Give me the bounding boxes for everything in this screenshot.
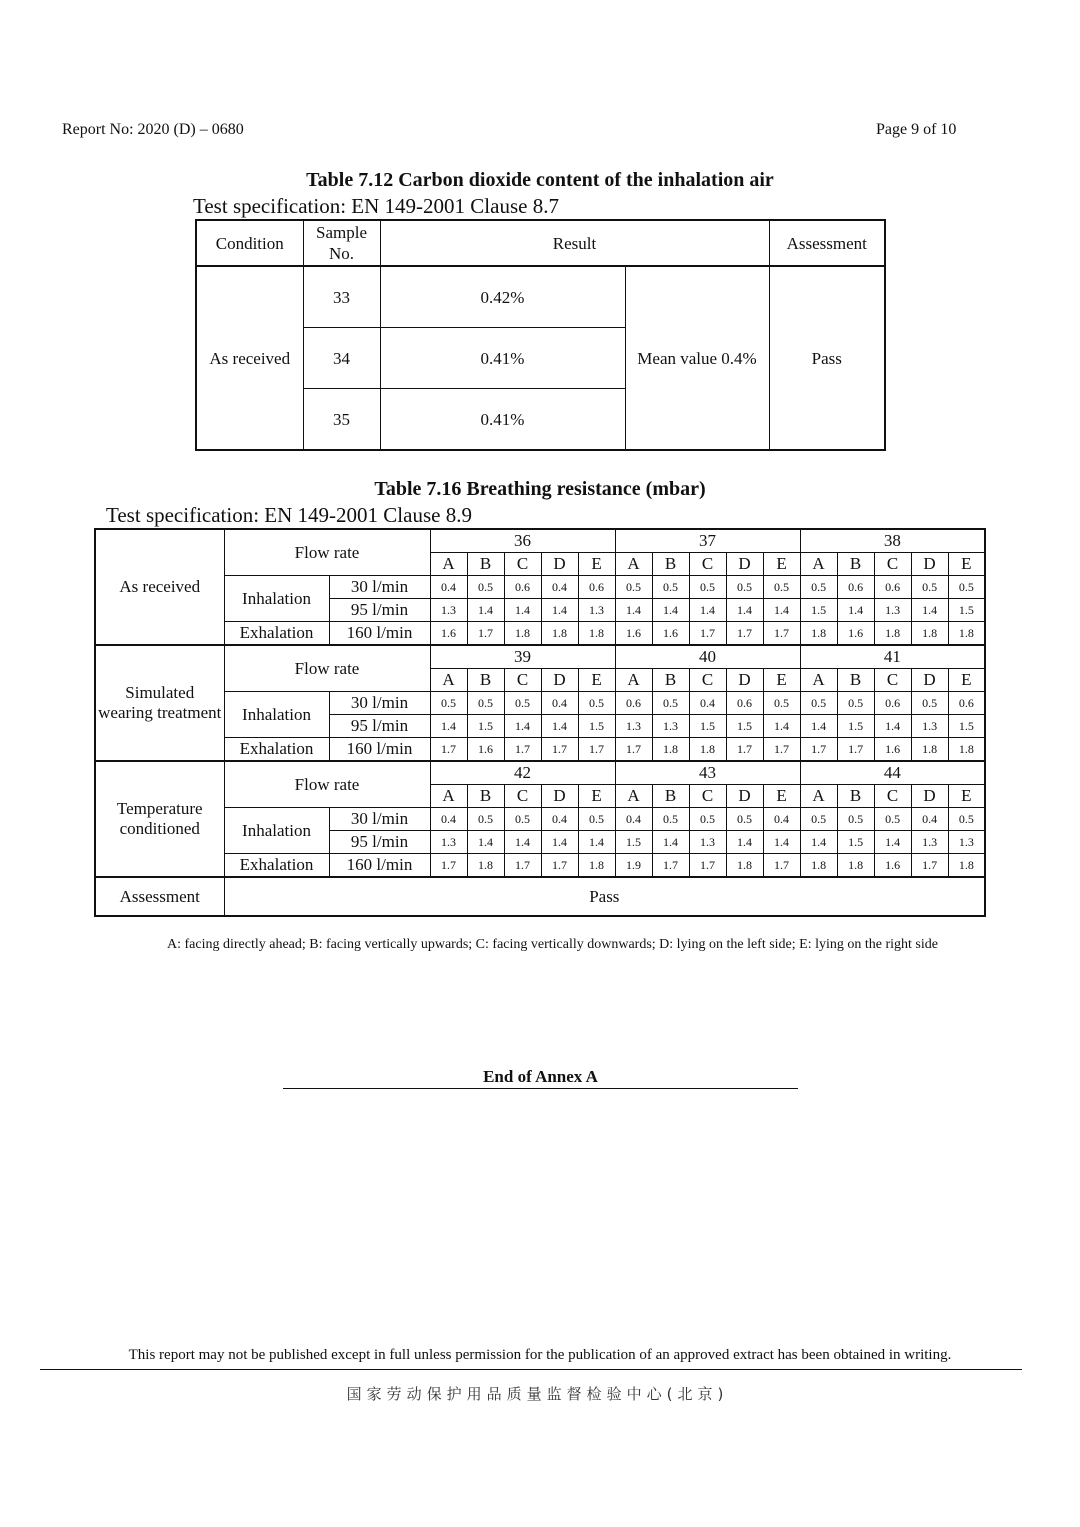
orientation-legend: A: facing directly ahead; B: facing vertically upwards; C: facing vertically downwards; D: lying on the left side; E: lying on the right side [167,937,938,952]
orientation-label: D [541,785,578,808]
resistance-value: 1.5 [578,715,615,738]
flow-rate-value: 160 l/min [329,622,430,646]
orientation-label: B [837,785,874,808]
orientation-label: A [430,553,467,576]
orientation-label: C [504,553,541,576]
orientation-label: A [800,785,837,808]
resistance-value: 1.5 [837,715,874,738]
orientation-label: B [652,785,689,808]
sample-number: 39 [430,645,615,669]
orientation-label: D [541,669,578,692]
orientation-label: E [578,785,615,808]
resistance-value: 0.5 [504,692,541,715]
inhalation-label: Inhalation [224,576,329,622]
sample-number: 44 [800,761,985,785]
assessment-result: Pass [224,877,985,916]
table-row [95,576,985,599]
resistance-value: 0.5 [652,692,689,715]
orientation-label: B [837,553,874,576]
resistance-value: 1.6 [615,622,652,646]
resistance-value: 1.4 [541,715,578,738]
resistance-value: 1.4 [800,715,837,738]
resistance-value: 0.5 [763,692,800,715]
orientation-label: B [652,553,689,576]
resistance-value: 0.5 [948,808,985,831]
resistance-value: 0.4 [689,692,726,715]
resistance-value: 1.8 [911,622,948,646]
resistance-value: 0.5 [467,576,504,599]
resistance-value: 1.7 [541,854,578,878]
table-row [196,266,885,328]
end-of-annex: End of Annex A [283,1067,798,1089]
resistance-value: 1.4 [504,715,541,738]
resistance-value: 0.5 [652,808,689,831]
resistance-value: 1.4 [726,599,763,622]
inhalation-label: Inhalation [224,692,329,738]
resistance-value: 1.3 [911,715,948,738]
orientation-label: C [689,785,726,808]
orientation-label: C [689,553,726,576]
orientation-label: A [430,669,467,692]
flow-rate-value: 30 l/min [329,576,430,599]
resistance-value: 1.8 [911,738,948,762]
mean-value-cell: Mean value 0.4% [625,266,769,450]
orientation-label: D [726,553,763,576]
resistance-value: 1.7 [652,854,689,878]
resistance-value: 1.7 [726,622,763,646]
resistance-value: 1.4 [689,599,726,622]
table-716-title: Table 7.16 Breathing resistance (mbar) [374,478,706,500]
resistance-value: 1.8 [837,854,874,878]
resistance-value: 1.7 [726,738,763,762]
resistance-value: 1.7 [763,854,800,878]
resistance-value: 1.4 [763,831,800,854]
resistance-value: 1.7 [541,738,578,762]
flow-rate-value: 160 l/min [329,854,430,878]
sample-number-row [95,761,985,785]
table-row [95,692,985,715]
sample-number: 37 [615,529,800,553]
resistance-value: 1.5 [689,715,726,738]
orientation-label: A [800,669,837,692]
sample-number: 36 [430,529,615,553]
resistance-value: 0.5 [578,808,615,831]
resistance-value: 1.4 [763,599,800,622]
resistance-value: 0.4 [541,576,578,599]
report-number: Report No: 2020 (D) – 0680 [62,121,244,138]
resistance-value: 1.8 [948,622,985,646]
resistance-value: 1.3 [911,831,948,854]
resistance-value: 0.6 [504,576,541,599]
header-assessment: Assessment [769,220,885,266]
resistance-value: 1.8 [578,622,615,646]
resistance-value: 1.8 [504,622,541,646]
resistance-value: 0.6 [874,576,911,599]
assessment-cell: Pass [769,266,885,450]
resistance-value: 1.8 [948,738,985,762]
flow-rate-value: 95 l/min [329,599,430,622]
resistance-value: 0.5 [911,692,948,715]
resistance-value: 0.6 [578,576,615,599]
resistance-value: 1.3 [615,715,652,738]
inhalation-label: Inhalation [224,808,329,854]
orientation-label: B [467,669,504,692]
table-716-spec: Test specification: EN 149-2001 Clause 8.9 [106,503,472,527]
resistance-value: 1.7 [504,854,541,878]
orientation-label: C [874,785,911,808]
resistance-value: 1.4 [874,715,911,738]
resistance-value: 1.4 [763,715,800,738]
resistance-value: 1.6 [874,854,911,878]
resistance-value: 1.9 [615,854,652,878]
resistance-value: 0.4 [763,808,800,831]
resistance-value: 1.8 [652,738,689,762]
orientation-label: A [615,669,652,692]
table-712-title: Table 7.12 Carbon dioxide content of the inhalation air [306,169,774,191]
table-header-row [196,220,885,266]
resistance-value: 1.4 [652,831,689,854]
resistance-value: 0.4 [911,808,948,831]
orientation-label: B [652,669,689,692]
table-row [95,808,985,831]
orientation-label: B [837,669,874,692]
orientation-label: B [467,553,504,576]
resistance-value: 1.7 [763,622,800,646]
resistance-value: 1.4 [430,715,467,738]
sample-number-row [95,529,985,553]
orientation-label: A [430,785,467,808]
resistance-value: 1.8 [948,854,985,878]
resistance-value: 1.8 [467,854,504,878]
resistance-value: 0.4 [541,808,578,831]
sample-number: 41 [800,645,985,669]
breathing-resistance-table [94,528,986,917]
resistance-value: 1.4 [726,831,763,854]
orientation-label: E [578,553,615,576]
resistance-value: 1.8 [874,622,911,646]
resistance-value: 0.4 [430,576,467,599]
resistance-value: 1.3 [430,831,467,854]
flow-rate-value: 95 l/min [329,831,430,854]
orientation-label: B [467,785,504,808]
resistance-value: 0.5 [467,808,504,831]
orientation-label: D [726,785,763,808]
table-row [95,738,985,762]
resistance-value: 1.7 [578,738,615,762]
orientation-label: C [874,669,911,692]
orientation-label: E [763,669,800,692]
resistance-value: 0.5 [689,576,726,599]
resistance-value: 1.6 [837,622,874,646]
orientation-label: A [615,785,652,808]
resistance-value: 0.5 [763,576,800,599]
header-result: Result [380,220,769,266]
resistance-value: 1.6 [652,622,689,646]
orientation-label: C [504,669,541,692]
sample-number-row [95,645,985,669]
resistance-value: 1.7 [800,738,837,762]
resistance-value: 1.4 [911,599,948,622]
footer-notice: This report may not be published except in full unless permission for the publication of an approved extract has been obtained in writing. [128,1347,952,1363]
table-712-spec: Test specification: EN 149-2001 Clause 8.7 [193,194,559,218]
resistance-value: 1.7 [689,622,726,646]
flow-rate-value: 160 l/min [329,738,430,762]
resistance-value: 0.5 [467,692,504,715]
resistance-value: 0.5 [874,808,911,831]
resistance-value: 1.8 [689,738,726,762]
resistance-value: 1.3 [430,599,467,622]
resistance-value: 1.5 [948,715,985,738]
orientation-label: E [578,669,615,692]
resistance-value: 0.4 [541,692,578,715]
resistance-value: 1.3 [652,715,689,738]
sample-number: 42 [430,761,615,785]
sample-number: 43 [615,761,800,785]
resistance-value: 0.5 [837,692,874,715]
resistance-value: 0.5 [652,576,689,599]
condition-cell: As received [196,266,303,450]
resistance-value: 1.5 [467,715,504,738]
resistance-value: 1.5 [726,715,763,738]
orientation-label: D [911,553,948,576]
table-row [95,854,985,878]
resistance-value: 1.8 [578,854,615,878]
sample-number: 40 [615,645,800,669]
resistance-value: 1.7 [430,854,467,878]
resistance-value: 0.5 [689,808,726,831]
resistance-value: 1.4 [467,599,504,622]
condition-cell: Simulated wearing treatment [95,645,224,761]
resistance-value: 1.3 [578,599,615,622]
resistance-value: 1.8 [726,854,763,878]
sample-cell: 35 [303,389,380,451]
orientation-label: C [504,785,541,808]
resistance-value: 1.4 [874,831,911,854]
resistance-value: 1.7 [911,854,948,878]
assessment-row [95,877,985,916]
orientation-label: D [911,669,948,692]
orientation-label: E [763,553,800,576]
sample-cell: 34 [303,328,380,389]
resistance-value: 1.4 [541,831,578,854]
resistance-value: 1.4 [837,599,874,622]
table-row [95,622,985,646]
orientation-label: E [948,785,985,808]
orientation-label: C [874,553,911,576]
resistance-value: 0.5 [800,808,837,831]
resistance-value: 1.4 [578,831,615,854]
resistance-value: 1.8 [541,622,578,646]
resistance-value: 1.8 [800,854,837,878]
result-cell: 0.41% [380,328,625,389]
exhalation-label: Exhalation [224,854,329,878]
resistance-value: 1.7 [430,738,467,762]
resistance-value: 1.6 [874,738,911,762]
flow-rate-value: 30 l/min [329,808,430,831]
resistance-value: 0.5 [726,808,763,831]
resistance-value: 1.4 [652,599,689,622]
resistance-value: 1.4 [541,599,578,622]
header-sample: Sample No. [303,220,380,266]
orientation-label: E [948,669,985,692]
resistance-value: 0.6 [615,692,652,715]
orientation-label: E [948,553,985,576]
assessment-label: Assessment [95,877,224,916]
resistance-value: 1.4 [504,599,541,622]
co2-table [195,219,886,451]
resistance-value: 1.5 [615,831,652,854]
resistance-value: 1.7 [689,854,726,878]
sample-cell: 33 [303,266,380,328]
resistance-value: 1.6 [467,738,504,762]
exhalation-label: Exhalation [224,622,329,646]
orientation-label: E [763,785,800,808]
resistance-value: 1.4 [800,831,837,854]
result-cell: 0.41% [380,389,625,451]
header-condition: Condition [196,220,303,266]
resistance-value: 0.5 [578,692,615,715]
flow-rate-header: Flow rate [224,529,430,576]
resistance-value: 0.6 [948,692,985,715]
resistance-value: 0.5 [911,576,948,599]
resistance-value: 1.3 [689,831,726,854]
resistance-value: 0.5 [615,576,652,599]
orientation-label: C [689,669,726,692]
resistance-value: 0.6 [837,576,874,599]
condition-cell: As received [95,529,224,645]
resistance-value: 1.7 [504,738,541,762]
footer-divider [40,1369,1022,1370]
flow-rate-value: 95 l/min [329,715,430,738]
result-cell: 0.42% [380,266,625,328]
resistance-value: 0.5 [800,692,837,715]
resistance-value: 0.5 [800,576,837,599]
orientation-label: D [726,669,763,692]
flow-rate-header: Flow rate [224,645,430,692]
resistance-value: 1.4 [504,831,541,854]
orientation-label: D [541,553,578,576]
orientation-label: D [911,785,948,808]
sample-number: 38 [800,529,985,553]
resistance-value: 1.5 [837,831,874,854]
resistance-value: 0.5 [430,692,467,715]
resistance-value: 1.5 [948,599,985,622]
orientation-label: A [615,553,652,576]
resistance-value: 0.4 [430,808,467,831]
resistance-value: 1.3 [948,831,985,854]
resistance-value: 1.6 [430,622,467,646]
resistance-value: 1.7 [837,738,874,762]
resistance-value: 1.7 [467,622,504,646]
resistance-value: 0.5 [726,576,763,599]
page-number: Page 9 of 10 [876,121,957,138]
resistance-value: 1.4 [467,831,504,854]
resistance-value: 1.3 [874,599,911,622]
resistance-value: 0.5 [837,808,874,831]
resistance-value: 1.7 [615,738,652,762]
resistance-value: 1.5 [800,599,837,622]
organization-stamp: 国家劳动保护用品质量监督检验中心(北京) [346,1385,729,1403]
orientation-label: A [800,553,837,576]
resistance-value: 0.6 [874,692,911,715]
flow-rate-header: Flow rate [224,761,430,808]
resistance-value: 1.8 [800,622,837,646]
flow-rate-value: 30 l/min [329,692,430,715]
resistance-value: 1.4 [615,599,652,622]
resistance-value: 0.4 [615,808,652,831]
resistance-value: 1.7 [763,738,800,762]
exhalation-label: Exhalation [224,738,329,762]
resistance-value: 0.5 [504,808,541,831]
resistance-value: 0.5 [948,576,985,599]
resistance-value: 0.6 [726,692,763,715]
condition-cell: Temperature conditioned [95,761,224,877]
